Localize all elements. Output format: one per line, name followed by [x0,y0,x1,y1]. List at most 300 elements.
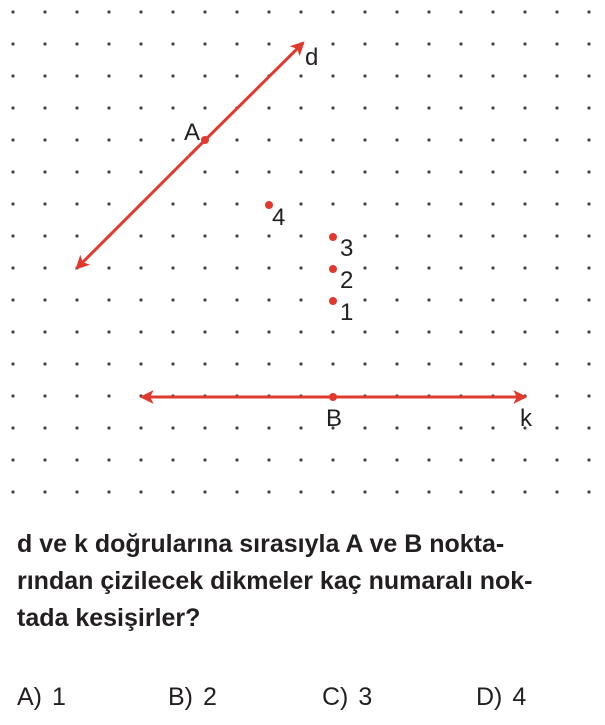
grid-dot [587,202,590,205]
grid-dot [363,202,366,205]
grid-dot [427,426,430,429]
grid-dot [299,234,302,237]
grid-dot [459,458,462,461]
grid-dot [75,202,78,205]
grid-dot [523,138,526,141]
grid-dot [427,202,430,205]
line-d-label: d [305,44,319,71]
grid-dot [75,330,78,333]
grid-dot [459,330,462,333]
grid-dot [43,10,46,13]
grid-dot [491,298,494,301]
grid-dot [523,234,526,237]
grid-dot [299,490,302,493]
grid-dot [11,298,14,301]
grid-dot [107,330,110,333]
grid-dot [107,490,110,493]
grid-dot [11,10,14,13]
grid-dot [331,458,334,461]
grid-dot [203,362,206,365]
grid-dot [171,42,174,45]
grid-dot [235,298,238,301]
grid-dot [171,426,174,429]
grid-dot [299,298,302,301]
grid-dot [587,330,590,333]
grid-dot [587,106,590,109]
grid-dot [235,138,238,141]
option-c-letter: C) [322,683,349,711]
grid-dot [427,234,430,237]
point-b [329,393,337,401]
grid-dot [555,490,558,493]
grid-dot [139,266,142,269]
grid-dot [491,106,494,109]
grid-dot [459,42,462,45]
grid-dot [203,458,206,461]
grid-dot [555,266,558,269]
grid-dot [11,234,14,237]
grid-dot [171,234,174,237]
grid-dot [331,42,334,45]
grid-dot [43,138,46,141]
grid-dot [107,394,110,397]
grid-dot [171,10,174,13]
grid-dot [427,138,430,141]
grid-dot [427,170,430,173]
option-c-value: 3 [358,683,373,711]
grid-dot [491,202,494,205]
grid-dot [139,10,142,13]
grid-dot [555,298,558,301]
grid-dot [523,106,526,109]
grid-dot [107,10,110,13]
grid-dot [491,490,494,493]
grid-dot [427,42,430,45]
grid-dot [587,394,590,397]
grid-dot [11,42,14,45]
grid-dot [395,234,398,237]
grid-dot [267,362,270,365]
point-3 [329,233,337,241]
grid-dot [43,490,46,493]
grid-dot [267,458,270,461]
grid-dot [203,202,206,205]
question-text [17,526,592,637]
grid-dot [11,138,14,141]
grid-dot [235,42,238,45]
grid-dot [491,426,494,429]
grid-dot [395,298,398,301]
question-line-1: d ve k doğrularına sırasıyla A ve B nokta- [17,530,505,558]
grid-dot [491,10,494,13]
grid-dot [43,42,46,45]
grid-dot [331,170,334,173]
grid-dot [555,42,558,45]
grid-dot [555,10,558,13]
grid-dot [107,138,110,141]
grid-dot [459,298,462,301]
grid-dot [203,298,206,301]
grid-dot [491,266,494,269]
grid-dot [395,42,398,45]
grid-dot [587,298,590,301]
point-3-label: 3 [340,235,354,262]
grid-dot [395,74,398,77]
grid-dot [459,266,462,269]
option-b-letter: B) [168,683,193,711]
grid-dot [555,458,558,461]
grid-dot [11,362,14,365]
grid-dot [587,170,590,173]
grid-dot [235,74,238,77]
grid-dot [491,42,494,45]
grid-dot [491,74,494,77]
question-line-2: rından çizilecek dikmeler kaç numaralı nok- [17,567,533,595]
grid-dot [299,138,302,141]
grid-dot [459,362,462,365]
grid-dot [267,10,270,13]
grid-dot [267,170,270,173]
grid-dot [587,266,590,269]
grid-dot [395,330,398,333]
grid-dot [43,426,46,429]
grid-dot [459,170,462,173]
grid-dot [587,362,590,365]
grid-dot [139,138,142,141]
grid-dot [555,170,558,173]
grid-dot [235,10,238,13]
point-a-label: A [184,119,201,146]
grid-dot [491,138,494,141]
grid-dot [555,394,558,397]
grid-dot [363,330,366,333]
grid-dot [459,74,462,77]
grid-dot [395,266,398,269]
grid-dot [459,426,462,429]
grid-dot [555,74,558,77]
grid-dot [235,362,238,365]
grid-dot [331,10,334,13]
grid-dot [267,298,270,301]
grid-dot [75,298,78,301]
grid-dot [395,490,398,493]
option-d-letter: D) [476,683,503,711]
point-2 [329,265,337,273]
grid-dot [587,490,590,493]
grid-dot [75,426,78,429]
grid-dot [139,74,142,77]
grid-dot [555,426,558,429]
grid-dot [203,74,206,77]
grid-dot [139,234,142,237]
grid-dot [363,42,366,45]
grid-dot [555,362,558,365]
grid-dot [235,490,238,493]
grid-dot [587,426,590,429]
grid-dot [555,330,558,333]
grid-dot [587,458,590,461]
grid-dot [75,234,78,237]
grid-dot [587,74,590,77]
grid-dot [43,202,46,205]
grid-dot [107,42,110,45]
grid-dot [523,10,526,13]
grid-dot [331,106,334,109]
grid-dot [43,234,46,237]
grid-dot [139,426,142,429]
grid-dot [11,426,14,429]
grid-dot [171,490,174,493]
grid-dot [299,74,302,77]
grid-dot [267,42,270,45]
grid-dot [11,330,14,333]
grid-dot [459,106,462,109]
grid-dot [75,394,78,397]
line-k-label: k [520,405,532,432]
grid-dot [427,330,430,333]
option-a[interactable] [17,683,76,712]
grid-dot [139,106,142,109]
grid-dot [331,330,334,333]
grid-dot [491,458,494,461]
grid-dot [587,42,590,45]
grid-dot [267,106,270,109]
grid-dot [75,106,78,109]
grid-dot [203,330,206,333]
grid-dot [139,362,142,365]
grid-dot [171,266,174,269]
grid-dot [203,426,206,429]
grid-dot [75,10,78,13]
grid-dot [107,298,110,301]
grid-dot [363,458,366,461]
grid-dot [363,106,366,109]
grid-dot [235,426,238,429]
grid-dot [491,362,494,365]
grid-dot [331,138,334,141]
grid-dot [203,42,206,45]
grid-dot [43,170,46,173]
grid-dot [427,266,430,269]
grid-dot [203,234,206,237]
grid-dot [363,10,366,13]
grid-dot [299,106,302,109]
grid-dot [555,234,558,237]
grid-dot [523,170,526,173]
grid-dot [235,330,238,333]
grid-dot [427,74,430,77]
grid-dot [75,74,78,77]
grid-dot [43,298,46,301]
grid-dot [171,330,174,333]
grid-dot [427,362,430,365]
grid-dot [267,490,270,493]
grid-dot [11,106,14,109]
grid-dot [235,202,238,205]
grid-dot [43,458,46,461]
grid-dot [523,266,526,269]
grid-dot [107,106,110,109]
line-d-lower [77,156,189,268]
point-2-label: 2 [340,267,354,294]
grid-dot [107,458,110,461]
grid-dot [43,266,46,269]
grid-dot [107,74,110,77]
option-d[interactable] [476,683,536,712]
grid-dot [555,202,558,205]
grid-dot [203,266,206,269]
grid-dot [75,170,78,173]
grid-dot [587,138,590,141]
grid-dot [299,266,302,269]
grid-dot [171,138,174,141]
grid-dot [107,170,110,173]
grid-dot [491,234,494,237]
grid-dot [587,10,590,13]
grid-dot [363,74,366,77]
grid-dot [395,10,398,13]
grid-dot [43,330,46,333]
grid-dot [171,202,174,205]
grid-dot [75,458,78,461]
grid-dot [267,266,270,269]
grid-dot [363,266,366,269]
grid-dot [299,10,302,13]
point-1-label: 1 [340,299,354,326]
grid-dot [459,10,462,13]
grid-dot [171,74,174,77]
point-b-label: B [326,405,343,432]
grid-dot [11,170,14,173]
point-4-label: 4 [272,204,286,231]
grid-dot [523,458,526,461]
grid-dot [395,138,398,141]
grid-dot [363,234,366,237]
option-b-value: 2 [203,683,217,711]
grid-dot [363,298,366,301]
grid-dot [395,202,398,205]
grid-dot [107,426,110,429]
grid-dot [459,138,462,141]
grid-dot [267,330,270,333]
grid-dot [11,394,14,397]
grid-dot [523,490,526,493]
grid-dot [427,106,430,109]
grid-dot [395,426,398,429]
grid-dot [139,298,142,301]
grid-dot [43,394,46,397]
grid-dot [363,170,366,173]
option-a-letter: A) [17,683,42,711]
grid-dot [427,10,430,13]
option-c[interactable] [322,683,382,712]
option-d-value: 4 [512,683,527,711]
grid-dot [299,362,302,365]
grid-dot [427,458,430,461]
grid-dot [491,170,494,173]
grid-dot [459,234,462,237]
grid-dot [235,170,238,173]
grid-dot [363,426,366,429]
grid-dot [139,458,142,461]
grid-dot [299,458,302,461]
grid-dot [43,106,46,109]
grid-dot [107,362,110,365]
grid-dot [523,74,526,77]
grid-dot [331,362,334,365]
grid-dot [395,106,398,109]
option-a-value: 1 [52,683,66,711]
grid-dot [235,266,238,269]
grid-dot [427,298,430,301]
grid-dot [363,362,366,365]
grid-dot [299,170,302,173]
grid-dot [75,362,78,365]
grid-dot [587,234,590,237]
grid-dot [11,74,14,77]
grid-dot [75,490,78,493]
grid-dot [395,362,398,365]
grid-dot [331,202,334,205]
grid-dot [203,106,206,109]
grid-dot [267,138,270,141]
grid-dot [235,234,238,237]
grid-dot [523,202,526,205]
grid-dot [299,202,302,205]
grid-dot [171,298,174,301]
grid-dot [555,106,558,109]
grid-dot [139,490,142,493]
grid-dot [11,458,14,461]
grid-dot [203,170,206,173]
grid-dot [523,42,526,45]
grid-dot [363,138,366,141]
grid-dot [395,458,398,461]
grid-dot [11,266,14,269]
grid-dot [235,458,238,461]
grid-dot [43,74,46,77]
grid-dot [171,458,174,461]
grid-dot [75,138,78,141]
option-b[interactable] [168,683,227,712]
grid-dot [523,298,526,301]
grid-dot [523,362,526,365]
grid-dot [299,330,302,333]
grid-dot [459,202,462,205]
grid-dot [107,202,110,205]
grid-dot [331,490,334,493]
grid-dot [107,266,110,269]
grid-dot [203,10,206,13]
grid-dot [75,42,78,45]
grid-dot [139,330,142,333]
grid-dot [43,362,46,365]
grid-dot [139,170,142,173]
grid-dot [267,426,270,429]
grid-dot [11,490,14,493]
grid-dot [139,42,142,45]
dot-grid [11,10,590,493]
grid-dot [299,426,302,429]
point-1 [329,297,337,305]
grid-dot [427,490,430,493]
grid-dot [11,202,14,205]
grid-dot [395,170,398,173]
grid-dot [171,106,174,109]
grid-dot [203,490,206,493]
grid-dot [331,74,334,77]
grid-dot [523,330,526,333]
